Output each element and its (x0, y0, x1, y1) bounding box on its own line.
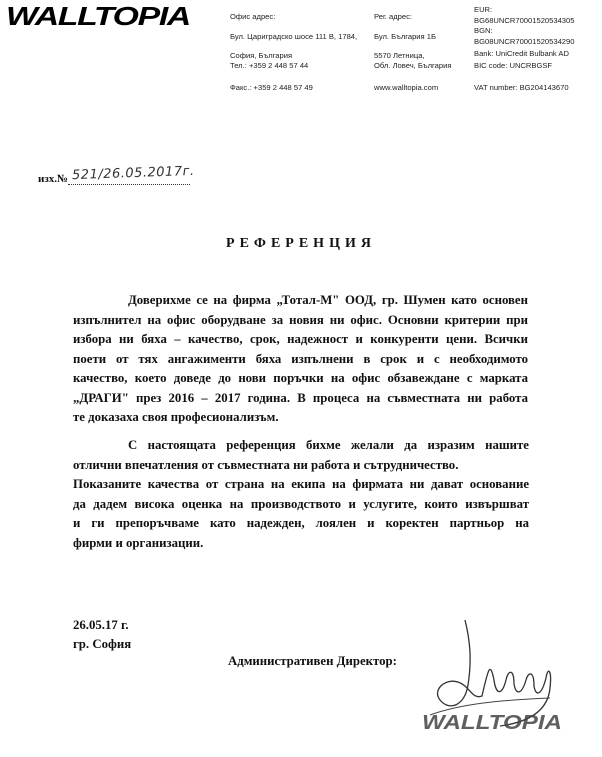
document-city: гр. София (73, 637, 132, 651)
document-date: 26.05.17 г. (73, 618, 129, 632)
walltopia-logo (6, 3, 192, 29)
eur-label: EUR: (474, 5, 493, 14)
vat-number: VAT number: BG204143670 (474, 83, 569, 92)
bgn-label: BGN: (474, 26, 493, 35)
reg-city: 5570 Летница, (374, 51, 425, 60)
date-block (73, 616, 131, 654)
paragraph-line: да дадем висока оценка на производството и услугите, които извършват (73, 496, 529, 511)
bic-code: BIC code: UNCRBGSF (474, 61, 553, 70)
office-street: Бул. Цариградско шосе 111 В, 1784, (230, 32, 358, 41)
office-address-label: Офис адрес: (230, 12, 276, 21)
bgn-iban: BG08UNCR70001520534290 (474, 37, 575, 46)
company-stamp (420, 708, 565, 734)
registry-number (38, 163, 195, 185)
paragraph-line: отлични впечатления от съвместната ни работа и сътрудничество. (73, 457, 459, 472)
reg-address-label: Рег. адрес: (374, 12, 413, 21)
bank-name: Bank: UniCredit Bulbank AD (474, 49, 569, 58)
office-fax: Факс.: +359 2 448 57 49 (230, 83, 313, 92)
paragraph-line: избора ни бяха – качество, срок, надежност и конкуренти цени. Всички (73, 332, 528, 346)
paragraph-line: „ДРАГИ" през 2016 – 2017 година. В процеса на съвместната ни работа (73, 390, 528, 405)
office-phone: Тел.: +359 2 448 57 44 (230, 61, 309, 70)
registry-prefix: изх.№ (38, 173, 69, 185)
office-city: София, България (230, 51, 293, 60)
paragraph-1 (73, 291, 528, 428)
reg-region: Обл. Ловеч, България (374, 61, 452, 70)
svg-text:WALLTOPIA: WALLTOPIA (422, 712, 562, 734)
document-title: РЕФЕРЕНЦИЯ (226, 236, 376, 251)
reg-street: Бул. България 1Б (374, 32, 436, 41)
paragraph-line: поети от тях ангажименти бяха изпълнени в срок и с необходимото (73, 351, 528, 366)
paragraph-line: изпълнител на офис оборудване за новия ни офис. Основни критерии при (73, 312, 528, 327)
paragraph-line: фирми и организации. (73, 535, 204, 550)
paragraph-line: и ги препоръчваме като надежден, лоялен и коректен партньор на (73, 516, 529, 530)
svg-text:WALLTOPIA: WALLTOPIA (6, 3, 190, 29)
director-label: Административен Директор: (228, 654, 397, 668)
paragraph-line: Показаните качества от страна на екипа на фирмата ни дават основание (73, 477, 529, 491)
paragraph-line: качество, което доведе до нови поръчки на офис обзавеждане с марката (73, 371, 528, 385)
paragraph-line: те доказаха своя професионализъм. (73, 410, 279, 424)
website: www.walltopia.com (374, 83, 439, 92)
paragraph-line: Доверихме се на фирма „Тотал-М" ООД, гр. Шумен като основен (128, 293, 528, 307)
paragraph-2 (73, 436, 529, 553)
eur-iban: BG68UNCR70001520534305 (474, 16, 575, 25)
registry-handwritten: 521/26.05.2017г. (71, 163, 195, 184)
registry-field (68, 163, 195, 185)
paragraph-line: С настоящата референция бихме желали да изразим нашите (128, 438, 529, 452)
